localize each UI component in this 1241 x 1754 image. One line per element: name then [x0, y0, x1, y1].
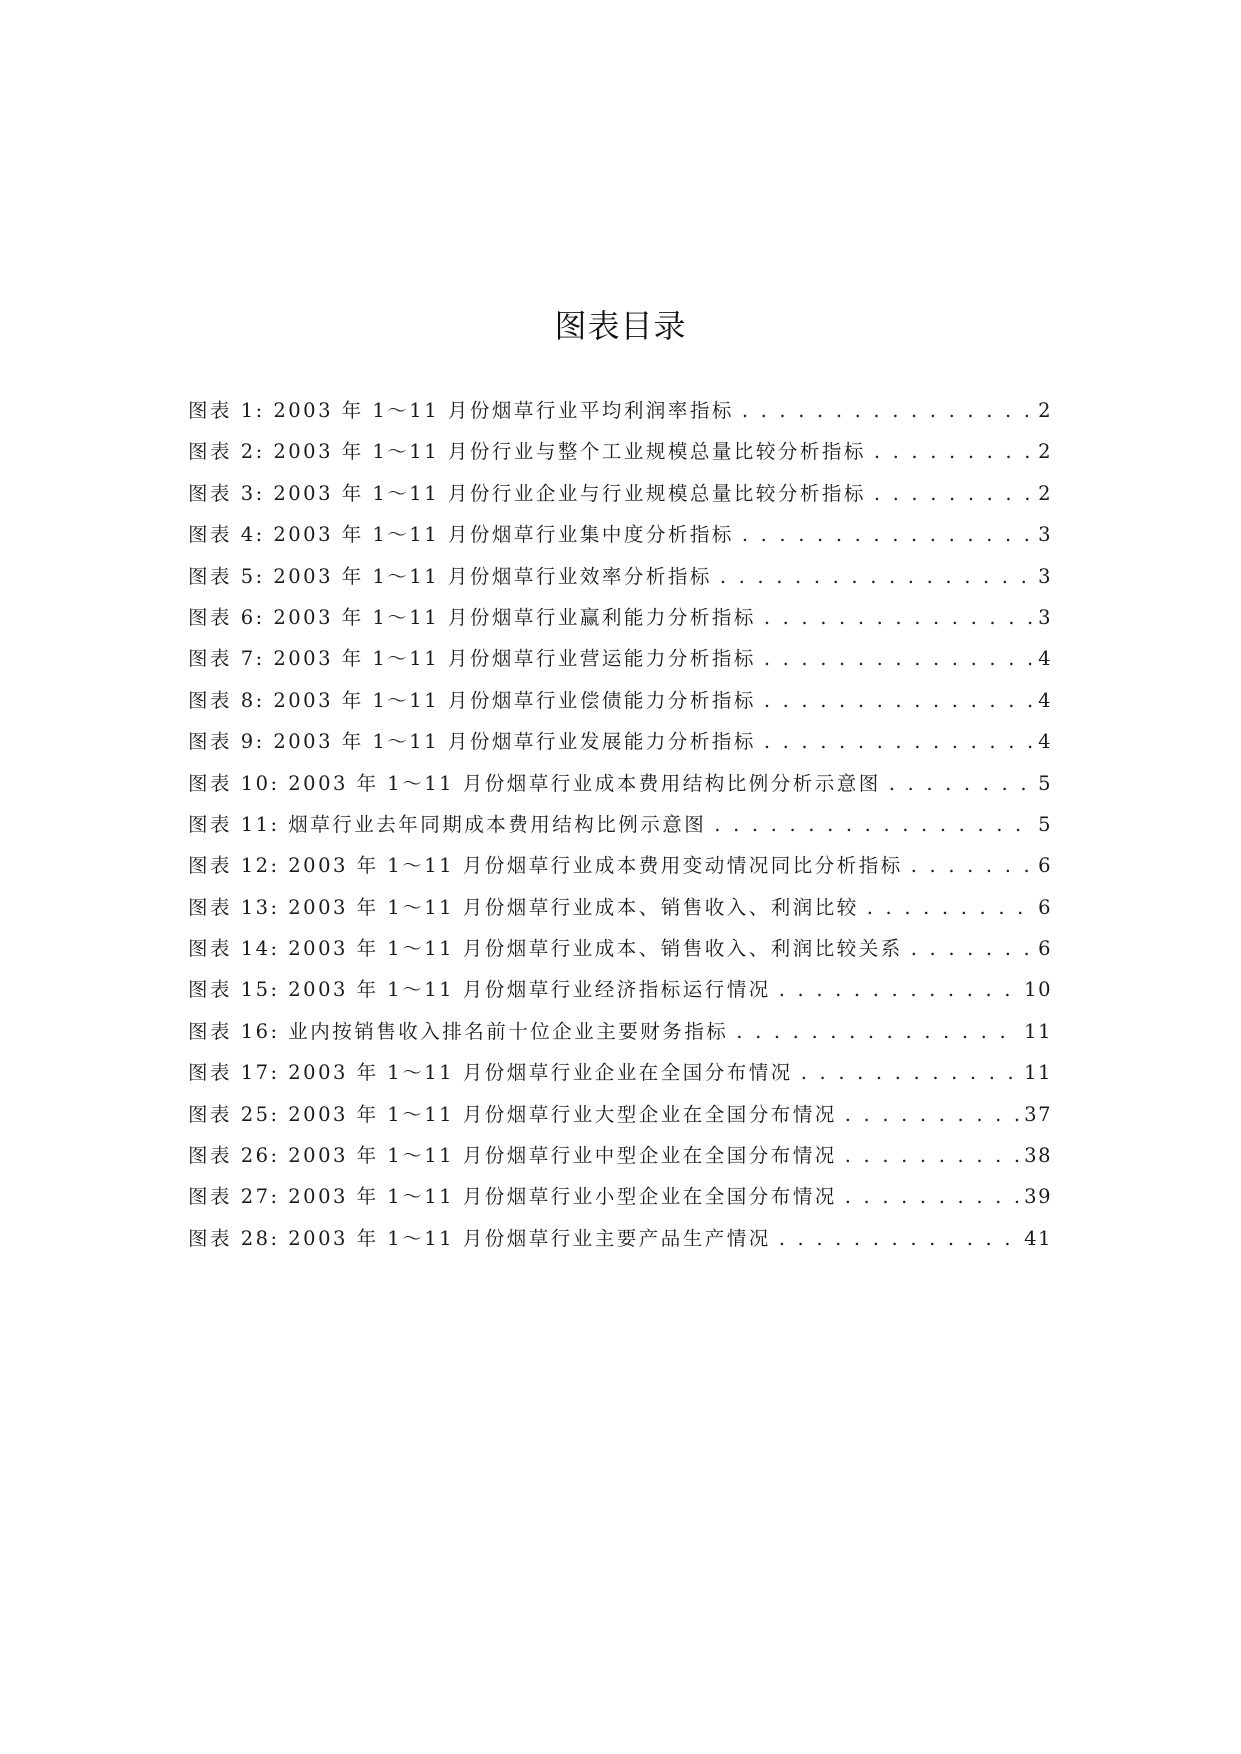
- toc-entry-page: 3: [1038, 523, 1052, 547]
- toc-entry-page: 5: [1038, 771, 1052, 795]
- toc-entry[interactable]: [188, 974, 1052, 1015]
- toc-entry-page: 3: [1038, 564, 1052, 588]
- toc-dot-leader: [720, 565, 1034, 588]
- toc-entry[interactable]: [188, 602, 1052, 643]
- toc-dot-leader: [764, 730, 1034, 753]
- toc-entry-page: 39: [1024, 1185, 1052, 1209]
- toc-entry-page: 41: [1024, 1226, 1052, 1250]
- toc-entry-label: 图表 17: 2003 年 1～11 月份烟草行业企业在全国分布情况: [188, 1061, 793, 1085]
- toc-entry[interactable]: [188, 1181, 1052, 1222]
- toc-entry-page: 4: [1038, 730, 1052, 754]
- toc-entry-label: 图表 25: 2003 年 1～11 月份烟草行业大型企业在全国分布情况: [188, 1102, 837, 1126]
- toc-entry-page: 37: [1024, 1102, 1052, 1126]
- toc-entry-page: 6: [1038, 854, 1052, 878]
- toc-dot-leader: [801, 1061, 1020, 1084]
- figure-toc-list: [188, 395, 1052, 1264]
- toc-entry-label: 图表 14: 2003 年 1～11 月份烟草行业成本、销售收入、利润比较关系: [188, 937, 903, 961]
- toc-entry-label: 图表 12: 2003 年 1～11 月份烟草行业成本费用变动情况同比分析指标: [188, 854, 903, 878]
- toc-entry-page: 10: [1024, 978, 1052, 1002]
- toc-entry[interactable]: [188, 436, 1052, 477]
- toc-entry-label: 图表 11: 烟草行业去年同期成本费用结构比例示意图: [188, 812, 707, 836]
- toc-dot-leader: [911, 937, 1034, 960]
- toc-entry-label: 图表 15: 2003 年 1～11 月份烟草行业经济指标运行情况: [188, 978, 771, 1002]
- toc-entry[interactable]: [188, 768, 1052, 809]
- toc-entry-page: 3: [1038, 605, 1052, 629]
- toc-dot-leader: [911, 854, 1034, 877]
- toc-entry[interactable]: [188, 726, 1052, 767]
- toc-dot-leader: [764, 606, 1034, 629]
- toc-entry[interactable]: [188, 478, 1052, 519]
- toc-entry-label: 图表 8: 2003 年 1～11 月份烟草行业偿债能力分析指标: [188, 688, 756, 712]
- toc-entry[interactable]: [188, 1099, 1052, 1140]
- toc-entry-page: 5: [1038, 812, 1052, 836]
- toc-entry-page: 2: [1038, 481, 1052, 505]
- toc-dot-leader: [845, 1144, 1020, 1167]
- toc-entry-page: 11: [1024, 1019, 1052, 1043]
- toc-entry[interactable]: [188, 1016, 1052, 1057]
- toc-dot-leader: [779, 978, 1020, 1001]
- toc-entry[interactable]: [188, 1057, 1052, 1098]
- toc-entry-label: 图表 7: 2003 年 1～11 月份烟草行业营运能力分析指标: [188, 647, 756, 671]
- toc-dot-leader: [874, 440, 1034, 463]
- toc-entry[interactable]: [188, 561, 1052, 602]
- toc-entry-label: 图表 26: 2003 年 1～11 月份烟草行业中型企业在全国分布情况: [188, 1144, 837, 1168]
- toc-entry[interactable]: [188, 809, 1052, 850]
- toc-entry[interactable]: [188, 850, 1052, 891]
- toc-dot-leader: [845, 1185, 1020, 1208]
- toc-dot-leader: [764, 689, 1034, 712]
- toc-dot-leader: [779, 1227, 1020, 1250]
- toc-entry-page: 4: [1038, 688, 1052, 712]
- toc-dot-leader: [764, 647, 1034, 670]
- toc-entry[interactable]: [188, 519, 1052, 560]
- toc-entry-page: 38: [1024, 1144, 1052, 1168]
- toc-dot-leader: [742, 523, 1034, 546]
- toc-entry-label: 图表 28: 2003 年 1～11 月份烟草行业主要产品生产情况: [188, 1226, 771, 1250]
- toc-entry-page: 6: [1038, 937, 1052, 961]
- toc-entry-page: 4: [1038, 647, 1052, 671]
- toc-dot-leader: [874, 482, 1034, 505]
- toc-entry-label: 图表 4: 2003 年 1～11 月份烟草行业集中度分析指标: [188, 523, 734, 547]
- toc-dot-leader: [889, 772, 1034, 795]
- toc-dot-leader: [714, 813, 1034, 836]
- toc-entry-page: 6: [1038, 895, 1052, 919]
- toc-entry-label: 图表 13: 2003 年 1～11 月份烟草行业成本、销售收入、利润比较: [188, 895, 859, 919]
- toc-entry-label: 图表 2: 2003 年 1～11 月份行业与整个工业规模总量比较分析指标: [188, 440, 866, 464]
- toc-entry[interactable]: [188, 1140, 1052, 1181]
- toc-entry[interactable]: [188, 643, 1052, 684]
- toc-entry-label: 图表 6: 2003 年 1～11 月份烟草行业赢利能力分析指标: [188, 605, 756, 629]
- toc-entry-page: 11: [1024, 1061, 1052, 1085]
- toc-entry-label: 图表 3: 2003 年 1～11 月份行业企业与行业规模总量比较分析指标: [188, 481, 866, 505]
- toc-entry-label: 图表 5: 2003 年 1～11 月份烟草行业效率分析指标: [188, 564, 712, 588]
- toc-entry-page: 2: [1038, 399, 1052, 422]
- toc-entry-label: 图表 9: 2003 年 1～11 月份烟草行业发展能力分析指标: [188, 730, 756, 754]
- toc-entry-label: 图表 1: 2003 年 1～11 月份烟草行业平均利润率指标: [188, 399, 734, 422]
- toc-entry[interactable]: [188, 1223, 1052, 1264]
- toc-dot-leader: [736, 1020, 1020, 1043]
- toc-entry-label: 图表 27: 2003 年 1～11 月份烟草行业小型企业在全国分布情况: [188, 1185, 837, 1209]
- toc-entry-label: 图表 10: 2003 年 1～11 月份烟草行业成本费用结构比例分析示意图: [188, 771, 881, 795]
- toc-entry[interactable]: [188, 685, 1052, 726]
- toc-entry[interactable]: [188, 933, 1052, 974]
- toc-dot-leader: [742, 399, 1034, 422]
- toc-entry[interactable]: [188, 892, 1052, 933]
- page-title: 图表目录: [554, 307, 687, 345]
- toc-dot-leader: [867, 896, 1034, 919]
- toc-entry-label: 图表 16: 业内按销售收入排名前十位企业主要财务指标: [188, 1019, 729, 1043]
- toc-entry-page: 2: [1038, 440, 1052, 464]
- toc-dot-leader: [845, 1103, 1020, 1126]
- toc-entry[interactable]: [188, 395, 1052, 436]
